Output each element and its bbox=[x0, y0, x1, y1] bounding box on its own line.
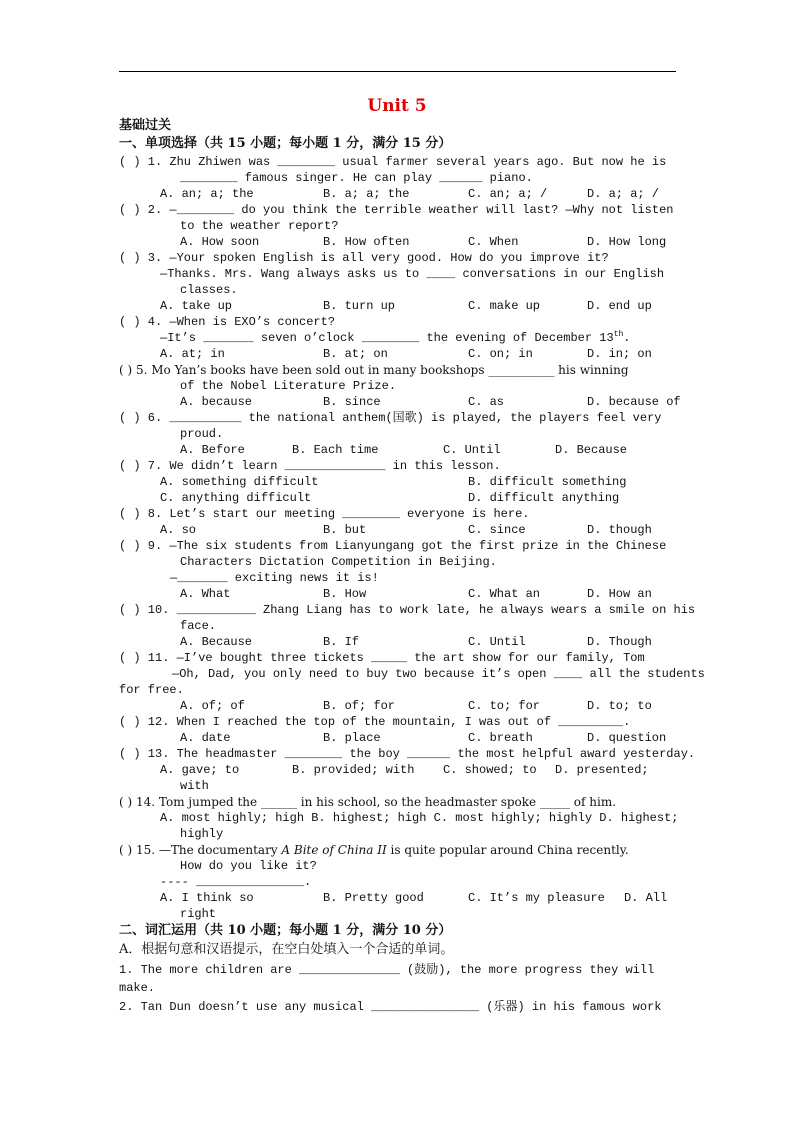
q1-option-d: D. a; a; / bbox=[587, 187, 660, 201]
q8-option-c: C. since bbox=[468, 523, 526, 537]
q11-option-b: B. of; for bbox=[323, 699, 396, 713]
q3-line1: ( ) 3. —Your spoken English is all very good. How do you improve it? bbox=[119, 251, 609, 265]
page-title: Unit 5 bbox=[367, 96, 427, 116]
q3-line2: —Thanks. Mrs. Wang always asks us to ____ conversations in our English bbox=[160, 267, 665, 281]
q10-option-c: C. Until bbox=[468, 635, 526, 649]
q15-option-d: D. All bbox=[624, 891, 668, 905]
q1-option-b: B. a; a; the bbox=[323, 187, 410, 201]
q3-line3: classes. bbox=[180, 283, 238, 297]
q5-option-a: A. because bbox=[180, 395, 253, 409]
q8-option-a: A. so bbox=[160, 523, 197, 537]
q9-line1: ( ) 9. —The six students from Lianyungang got the first prize in the Chinese bbox=[119, 539, 667, 553]
q11-line1: ( ) 11. —I’ve bought three tickets _____ the art show for our family, Tom bbox=[119, 651, 645, 665]
q5-line1: ( ) 5. Mo Yan’s books have been sold out in many bookshops ___________ his winning bbox=[119, 363, 629, 377]
q13-line3: with bbox=[180, 779, 209, 793]
q8-line1: ( ) 8. Let’s start our meeting ________ everyone is here. bbox=[119, 507, 530, 521]
q3-option-c: C. make up bbox=[468, 299, 541, 313]
q5-option-b: B. since bbox=[323, 395, 381, 409]
q13-option-a: A. gave; to bbox=[160, 763, 240, 777]
q7-line1: ( ) 7. We didn’t learn ______________ in this lesson. bbox=[119, 459, 501, 473]
q6-line1: ( ) 6. __________ the national anthem(国歌) is played, the players feel very bbox=[119, 411, 662, 425]
q3-option-a: A. take up bbox=[160, 299, 233, 313]
q4-option-c: C. on; in bbox=[468, 347, 533, 361]
q9-option-a: A. What bbox=[180, 587, 231, 601]
q13-line1: ( ) 13. The headmaster ________ the boy ______ the most helpful award yesterday. bbox=[119, 747, 696, 761]
q14-line2: A. most highly; high B. highest; high C. most highly; highly D. highest; bbox=[160, 811, 679, 825]
q2-option-a: A. How soon bbox=[180, 235, 260, 249]
q6-line2: proud. bbox=[180, 427, 224, 441]
q10-option-b: B. If bbox=[323, 635, 360, 649]
q9-option-d: D. How an bbox=[587, 587, 652, 601]
q12-option-c: C. breath bbox=[468, 731, 533, 745]
section2-header: 二、词汇运用（共 10 小题；每小题 1 分，满分 10 分） bbox=[119, 923, 452, 938]
q11-option-d: D. to; to bbox=[587, 699, 652, 713]
q12-option-d: D. question bbox=[587, 731, 667, 745]
q8-option-b: B. but bbox=[323, 523, 367, 537]
q7-option-d: D. difficult anything bbox=[468, 491, 620, 505]
q12-option-b: B. place bbox=[323, 731, 381, 745]
q5-option-c: C. as bbox=[468, 395, 505, 409]
section2-instruction: A．根据句意和汉语提示，在空白处填入一个合适的单词。 bbox=[119, 942, 454, 957]
q5-option-d: D. because of bbox=[587, 395, 681, 409]
q9-option-c: C. What an bbox=[468, 587, 541, 601]
q3-option-d: D. end up bbox=[587, 299, 652, 313]
q9-option-b: B. How bbox=[323, 587, 367, 601]
q15-option-c: C. It’s my pleasure bbox=[468, 891, 605, 905]
header-rule bbox=[119, 71, 676, 72]
q1-option-c: C. an; a; / bbox=[468, 187, 548, 201]
q7-option-b: B. difficult something bbox=[468, 475, 627, 489]
q4-option-b: B. at; on bbox=[323, 347, 388, 361]
q15-option-a: A. I think so bbox=[160, 891, 254, 905]
q9-line2: Characters Dictation Competition in Beijing. bbox=[180, 555, 497, 569]
q12-line1: ( ) 12. When I reached the top of the mountain, I was out of _________. bbox=[119, 715, 631, 729]
q7-option-c: C. anything difficult bbox=[160, 491, 312, 505]
section1-header: 一、单项选择（共 15 小题；每小题 1 分，满分 15 分） bbox=[119, 136, 452, 151]
q2-line1: ( ) 2. —________ do you think the terrible weather will last? —Why not listen bbox=[119, 203, 674, 217]
q6-option-a: A. Before bbox=[180, 443, 245, 457]
q11-line2: —Oh, Dad, you only need to buy two because it’s open ____ all the students bbox=[172, 667, 705, 681]
q13-option-d: D. presented; bbox=[555, 763, 649, 777]
q2-option-d: D. How long bbox=[587, 235, 667, 249]
q7-option-a: A. something difficult bbox=[160, 475, 319, 489]
q2-option-c: C. When bbox=[468, 235, 519, 249]
q4-option-a: A. at; in bbox=[160, 347, 225, 361]
q6-option-c: C. Until bbox=[443, 443, 501, 457]
q5-line2: of the Nobel Literature Prize. bbox=[180, 379, 397, 393]
q10-line1: ( ) 10. ___________ Zhang Liang has to work late, he always wears a smile on his bbox=[119, 603, 696, 617]
q15-line2: How do you like it? bbox=[180, 859, 317, 873]
q9-line3: —_______ exciting news it is! bbox=[170, 571, 379, 585]
q13-option-b: B. provided; with bbox=[292, 763, 415, 777]
section-basic: 基础过关 bbox=[119, 118, 172, 133]
q1-line1: ( ) 1. Zhu Zhiwen was ________ usual farmer several years ago. But now he is bbox=[119, 155, 667, 169]
q4-option-d: D. in; on bbox=[587, 347, 652, 361]
q15-line5: right bbox=[180, 907, 217, 921]
v1-line1: 1. The more children are ______________ (鼓励), the more progress they will bbox=[119, 963, 655, 977]
q1-line2: ________ famous singer. He can play ______ piano. bbox=[180, 171, 533, 185]
q14-line3: highly bbox=[180, 827, 224, 841]
q4-line2: —It’s _______ seven o’clock ________ the evening of December 13th. bbox=[160, 330, 631, 345]
q4-line1: ( ) 4. —When is EXO’s concert? bbox=[119, 315, 336, 329]
q11-option-c: C. to; for bbox=[468, 699, 541, 713]
q13-option-c: C. showed; to bbox=[443, 763, 537, 777]
q6-option-d: D. Because bbox=[555, 443, 628, 457]
q11-line3: for free. bbox=[119, 683, 184, 697]
q15-line1: ( ) 15. —The documentary A Bite of China II is quite popular around China recently. bbox=[119, 843, 629, 857]
q10-option-a: A. Because bbox=[180, 635, 253, 649]
q2-option-b: B. How often bbox=[323, 235, 410, 249]
q14-line1: ( ) 14. Tom jumped the ______ in his school, so the headmaster spoke _____ of him. bbox=[119, 795, 617, 809]
q12-option-a: A. date bbox=[180, 731, 231, 745]
q8-option-d: D. though bbox=[587, 523, 652, 537]
v1-line2: make. bbox=[119, 981, 156, 995]
v2-line1: 2. Tan Dun doesn’t use any musical _______________ (乐器) in his famous work bbox=[119, 1000, 662, 1014]
q1-option-a: A. an; a; the bbox=[160, 187, 254, 201]
q10-option-d: D. Though bbox=[587, 635, 652, 649]
q11-option-a: A. of; of bbox=[180, 699, 245, 713]
q15-line3: ---- _______________. bbox=[160, 875, 312, 889]
q3-option-b: B. turn up bbox=[323, 299, 396, 313]
q15-option-b: B. Pretty good bbox=[323, 891, 424, 905]
q2-line2: to the weather report? bbox=[180, 219, 339, 233]
q6-option-b: B. Each time bbox=[292, 443, 379, 457]
q10-line2: face. bbox=[180, 619, 217, 633]
